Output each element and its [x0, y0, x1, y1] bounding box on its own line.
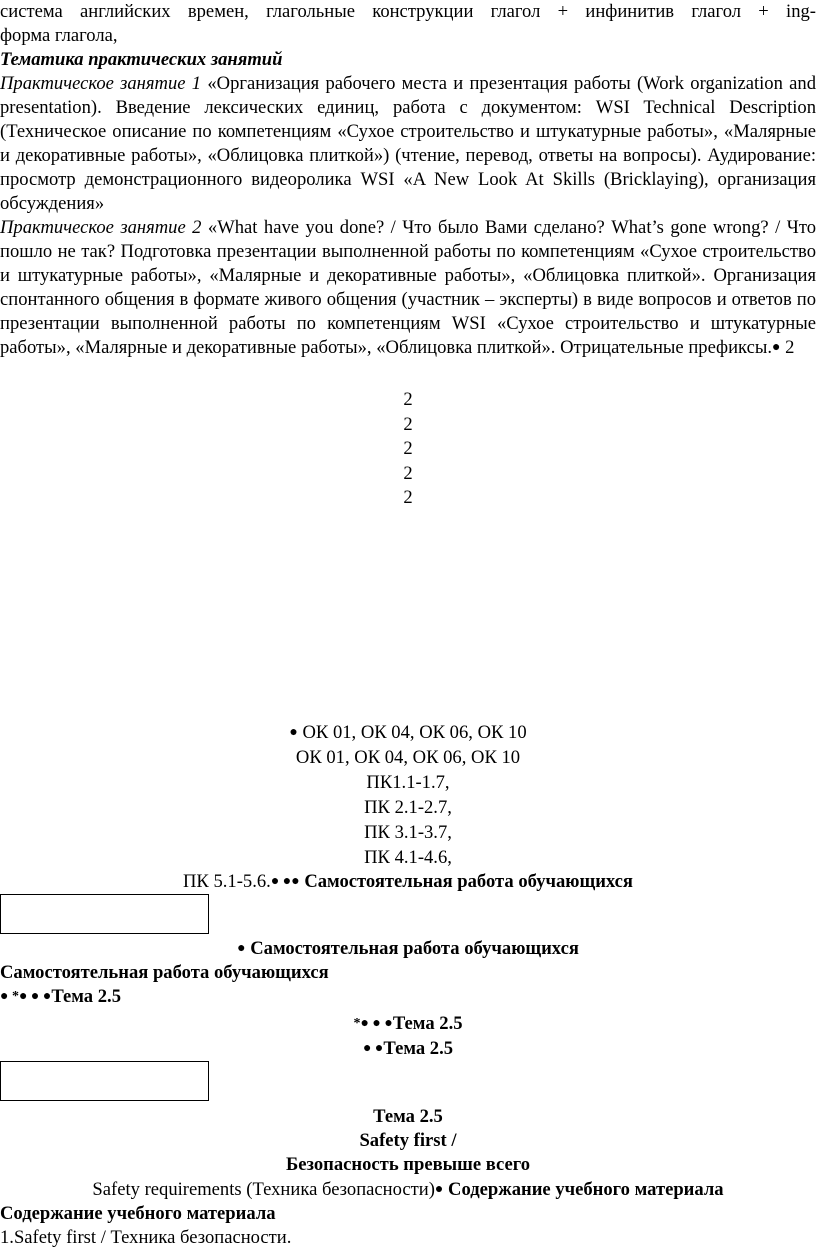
hours-value: 2: [403, 462, 413, 484]
hours-value: 2: [403, 413, 413, 435]
practical-2-hours: 2: [780, 337, 795, 358]
self-work-label: Самостоятельная работа обучающихся: [299, 871, 633, 892]
bullet-icon: ●: [434, 1182, 444, 1197]
pk-line: ПК 3.1-3.7,: [364, 822, 452, 843]
topic-title: Тема 2.5: [373, 1106, 443, 1127]
hours-value: 2: [403, 487, 413, 508]
hours-value: 2: [403, 389, 413, 410]
empty-box: [0, 1061, 209, 1101]
ok-line-1: ● ОК 01, ОК 04, ОК 06, ОК 10: [289, 722, 527, 743]
topic-left: ● *● ● ●Тема 2.5: [0, 986, 121, 1007]
pk-line: ПК 2.1-2.7,: [364, 797, 452, 818]
topic-title-ru: Безопасность превыше всего: [285, 1154, 531, 1175]
self-work-centered: ● Самостоятельная работа обучающихся: [237, 938, 579, 959]
practical-2-paragraph: [0, 216, 816, 360]
pk-line: ПК1.1-1.7,: [366, 772, 450, 793]
safety-requirements-line: Safety requirements (Техника безопасности)● Содержание учебного материала: [92, 1179, 724, 1200]
practical-2-text: «What have you done? / Что было Вами сделано? What’s gone wrong? / Что пошло не так? Подготовка презентации выполненной работы по компетенциям «Сухое строительство и штукатурные работы», «Малярные и декоративные работы», «Облицовка плиткой». Организация спонтанного общения в формате живого общения (участник – эксперты) в виде вопросов и ответов по презентации выполненной работы по компетенциям WSI «Сухое строительство и штукатурные работы», «Малярные и декоративные работы», «Облицовка плиткой». Отрицательные префиксы.: [0, 217, 816, 358]
topic-title-en: Safety first /: [359, 1130, 457, 1151]
pk-last-line: ПК 5.1-5.6.● ●● Самостоятельная работа обучающихся: [183, 871, 633, 892]
intro-line-1: система английских времен, глагольные конструкции глагол + инфинитив глагол + ing-: [0, 1, 816, 22]
topic-center-2: ● ●Тема 2.5: [362, 1038, 454, 1059]
content-item-1: 1.Safety first / Техника безопасности.: [0, 1227, 292, 1248]
content-heading: Содержание учебного материала: [0, 1203, 276, 1224]
ok-line-2: ОК 01, ОК 04, ОК 06, ОК 10: [295, 747, 521, 768]
practical-2-label: Практическое занятие 2: [0, 217, 202, 238]
practical-1-text: «Организация рабочего места и презентация работы (Work organization and presentation). Введение лексических единиц, работа с документом: WSI Technical Description (Техническое описание по компетенциям «Сухое строительство и штукатурные работы», «Малярные и декоративные работы», «Облицовка плиткой») (чтение, перевод, ответы на вопросы). Аудирование: просмотр демонстрационного видеоролика WSI «A New Look At Skills (Bricklaying), организация обсуждения»: [0, 73, 816, 214]
bullet-icon: *● ● ●: [353, 1016, 393, 1031]
bullet-icon: ● ●●: [270, 874, 300, 889]
intro-line-2: форма глагола,: [0, 25, 118, 46]
topics-heading: Тематика практических занятий: [0, 49, 283, 70]
pk-line: ПК 4.1-4.6,: [364, 847, 452, 868]
practical-1-label: Практическое занятие 1: [0, 73, 202, 94]
topic-center-1: *● ● ●Тема 2.5: [353, 1013, 463, 1034]
content-label: Содержание учебного материала: [443, 1179, 724, 1200]
practical-1-paragraph: [0, 72, 816, 216]
intro-paragraph: [0, 0, 816, 48]
self-work-left: Самостоятельная работа обучающихся: [0, 962, 329, 983]
bullet-icon: ●: [237, 941, 246, 956]
bullet-icon: ●: [772, 340, 781, 355]
hours-column: [396, 388, 420, 511]
empty-box: [0, 894, 209, 934]
bullet-icon: ● *● ● ●: [0, 989, 52, 1004]
hours-value: 2: [403, 438, 413, 459]
bullet-icon: ● ●: [362, 1041, 384, 1056]
bullet-icon: ●: [289, 725, 298, 740]
